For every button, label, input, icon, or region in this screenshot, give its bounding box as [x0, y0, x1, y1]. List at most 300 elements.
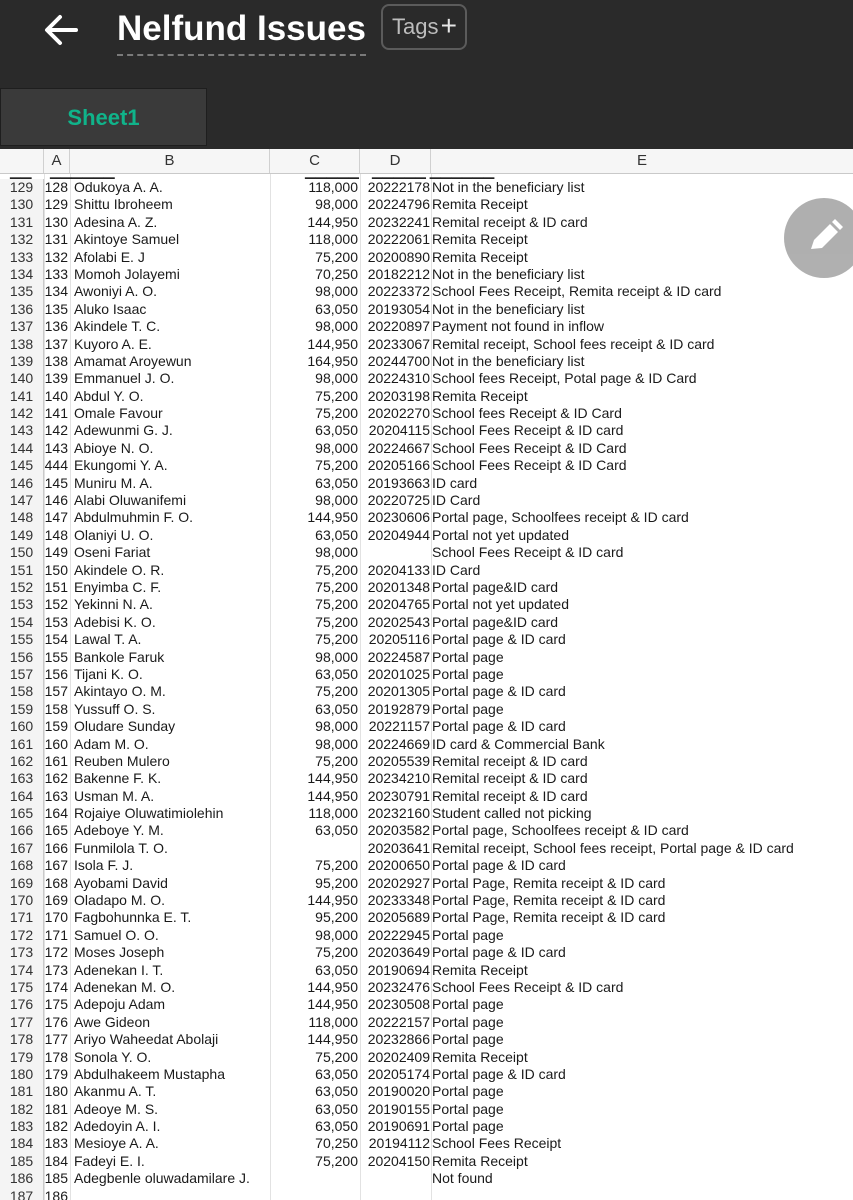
cell-a[interactable]: 161 [44, 752, 68, 769]
cell-e[interactable]: School fees Receipt & ID Card [432, 405, 622, 422]
table-row[interactable] [0, 805, 853, 822]
cell-e[interactable]: School Fees Receipt & ID card [432, 422, 624, 439]
cell-c[interactable]: 75,200 [315, 683, 358, 700]
cell-c[interactable]: 144,950 [307, 1031, 358, 1048]
cell-a[interactable]: 131 [44, 231, 68, 248]
cell-b[interactable]: Adeboye Y. M. [74, 822, 164, 839]
row-number[interactable]: 132 [0, 231, 44, 248]
cell-b[interactable]: Odukoya A. A. [74, 179, 163, 195]
cell-e[interactable]: Portal page & ID card [432, 1065, 566, 1082]
cell-c[interactable]: 98,000 [315, 544, 358, 561]
cell-d[interactable]: 20233067 [367, 335, 430, 352]
cell-d[interactable]: 20233348 [367, 892, 430, 909]
row-number[interactable]: 139 [0, 353, 44, 370]
cell-e[interactable]: School Fees Receipt & ID Card [432, 457, 627, 474]
cell-d[interactable]: 20205689 [367, 909, 430, 926]
cell-e[interactable]: Portal page, Schoolfees receipt & ID card [432, 509, 689, 526]
cell-b[interactable]: Adepoju Adam [74, 996, 166, 1013]
cell-c[interactable]: 98,000 [315, 735, 358, 752]
cell-a[interactable]: 170 [44, 909, 68, 926]
cell-d[interactable]: 20221157 [368, 718, 430, 735]
cell-d[interactable]: 20232160 [367, 805, 430, 822]
cell-a[interactable]: 174 [44, 978, 68, 995]
row-number[interactable]: 129 [0, 179, 44, 196]
cell-d[interactable]: 20201025 [367, 665, 430, 682]
cell-c[interactable]: 98,000 [315, 283, 358, 300]
cell-e[interactable]: Portal page [432, 665, 504, 682]
cell-c[interactable]: 98,000 [315, 648, 358, 665]
cell-c[interactable]: 98,000 [315, 370, 358, 387]
row-number[interactable]: 140 [0, 370, 44, 387]
cell-a[interactable]: 145 [44, 474, 68, 491]
row-number[interactable]: 144 [0, 440, 44, 457]
cell-e[interactable]: Remital receipt & ID card [432, 770, 588, 787]
cell-d[interactable]: 20200890 [367, 248, 430, 265]
cell-b[interactable]: Enyimba C. F. [74, 578, 162, 595]
cell-b[interactable]: Aluko Isaac [74, 300, 147, 317]
cell-e[interactable]: Not found [432, 1170, 493, 1187]
page-title[interactable]: Nelfund Issues [117, 8, 366, 56]
cell-a[interactable]: 147 [44, 509, 68, 526]
cell-d[interactable]: 20202927 [367, 874, 430, 891]
cell-b[interactable]: Olaniyi U. O. [74, 526, 154, 543]
cell-e[interactable]: School Fees Receipt [432, 1135, 562, 1152]
cell-d[interactable]: 20205166 [367, 457, 430, 474]
table-row[interactable] [0, 1188, 853, 1200]
row-number[interactable]: 150 [0, 544, 44, 561]
table-row[interactable] [0, 701, 853, 718]
row-number[interactable]: 174 [0, 962, 44, 979]
cell-c[interactable]: 63,050 [315, 1118, 358, 1135]
cell-c[interactable]: 164,950 [307, 352, 358, 369]
cell-c[interactable]: 144,950 [307, 509, 358, 526]
cell-a[interactable]: 171 [44, 926, 68, 943]
cell-b[interactable]: Oludare Sunday [74, 718, 176, 735]
cell-b[interactable]: Fadeyi E. I. [74, 1152, 145, 1169]
row-number[interactable]: 141 [0, 388, 44, 405]
cell-b[interactable]: Shittu Ibroheem [74, 196, 173, 213]
cell-c[interactable]: 144,950 [307, 335, 358, 352]
cell-c[interactable]: 75,200 [315, 248, 358, 265]
cell-c[interactable]: 75,200 [315, 457, 358, 474]
cell-e[interactable]: Student called not picking [432, 805, 592, 822]
row-number[interactable]: 167 [0, 840, 44, 857]
cell-b[interactable]: Kuyoro A. E. [74, 335, 152, 352]
table-row[interactable] [0, 666, 853, 683]
cell-e[interactable]: Remita Receipt [432, 961, 528, 978]
cell-e[interactable]: ID Card [432, 561, 481, 578]
table-row[interactable] [0, 370, 853, 387]
cell-e[interactable]: ID Card [432, 492, 481, 509]
table-row[interactable] [0, 1031, 853, 1048]
cell-b[interactable]: Oladapo M. O. [74, 892, 166, 909]
cell-e[interactable]: ID card [432, 474, 478, 491]
cell-d[interactable]: 20202543 [367, 613, 430, 630]
cell-a[interactable]: 132 [44, 248, 68, 265]
cell-a[interactable]: 186 [44, 1187, 68, 1200]
cell-a[interactable]: 140 [44, 387, 68, 404]
cell-e[interactable]: Portal not yet updated [432, 526, 569, 543]
cell-e[interactable]: Remita Receipt [432, 248, 528, 265]
cell-c[interactable]: 95,200 [315, 909, 358, 926]
cell-c[interactable]: 144,950 [307, 892, 358, 909]
cell-e[interactable]: Portal page [432, 996, 504, 1013]
cell-d[interactable]: 20232476 [367, 978, 430, 995]
cell-c[interactable]: 75,200 [315, 1152, 358, 1169]
cell-c[interactable]: 63,050 [315, 1065, 358, 1082]
cell-b[interactable]: Akanmu A. T. [74, 1083, 157, 1100]
table-row[interactable] [0, 527, 853, 544]
cell-b[interactable]: Akintoye Samuel [74, 231, 180, 248]
cell-e[interactable]: Portal page & ID card [432, 857, 566, 874]
cell-a[interactable]: 135 [44, 300, 68, 317]
cell-a[interactable]: 136 [44, 318, 68, 335]
cell-c[interactable]: 118,000 [308, 179, 358, 195]
cell-e[interactable]: Remital receipt & ID card [432, 213, 588, 230]
cell-e[interactable]: Remital receipt & ID card [432, 752, 588, 769]
cell-a[interactable]: 164 [44, 805, 68, 822]
cell-e[interactable]: Remita Receipt [432, 231, 528, 248]
cell-c[interactable]: 98,000 [315, 439, 358, 456]
cell-b[interactable]: Omale Favour [74, 405, 163, 422]
cell-e[interactable]: Portal page & ID card [432, 683, 566, 700]
cell-b[interactable]: Awoniyi A. O. [74, 283, 158, 300]
table-row[interactable] [0, 909, 853, 926]
cell-b[interactable]: Adegbenle oluwadamilare J. [74, 1170, 250, 1187]
cell-d[interactable]: 20230508 [367, 996, 430, 1013]
table-row[interactable] [0, 1153, 853, 1170]
cell-c[interactable]: 144,950 [307, 787, 358, 804]
cell-d[interactable]: 20190691 [367, 1118, 430, 1135]
cell-a[interactable]: 156 [44, 665, 68, 682]
cell-d[interactable]: 20234210 [367, 770, 430, 787]
table-row[interactable] [0, 509, 853, 526]
cell-c[interactable]: 63,050 [315, 665, 358, 682]
row-number[interactable]: 176 [0, 996, 44, 1013]
cell-a[interactable]: 163 [44, 787, 68, 804]
cell-d[interactable]: 20232241 [367, 213, 430, 230]
cell-e[interactable]: Portal Page, Remita receipt & ID card [432, 909, 666, 926]
cell-d[interactable]: 20193663 [367, 474, 430, 491]
cell-e[interactable]: Portal page&ID card [432, 578, 559, 595]
row-number[interactable]: 170 [0, 892, 44, 909]
cell-e[interactable]: Portal page&ID card [432, 613, 559, 630]
row-number[interactable]: 148 [0, 509, 44, 526]
cell-d[interactable]: 20194112 [368, 1135, 430, 1152]
cell-d[interactable]: 20224796 [367, 196, 430, 213]
cell-c[interactable]: 144,950 [307, 770, 358, 787]
table-row[interactable] [0, 649, 853, 666]
table-row[interactable] [0, 301, 853, 318]
cell-e[interactable]: Portal page [432, 648, 504, 665]
cell-a[interactable]: 444 [44, 457, 68, 474]
table-row[interactable] [0, 405, 853, 422]
cell-c[interactable]: 63,050 [315, 1083, 358, 1100]
cell-e[interactable]: Portal page [432, 926, 504, 943]
cell-a[interactable]: 154 [44, 631, 68, 648]
cell-b[interactable]: Adam M. O. [74, 735, 149, 752]
row-number[interactable]: 168 [0, 857, 44, 874]
cell-a[interactable]: 177 [44, 1031, 68, 1048]
cell-a[interactable]: 153 [44, 613, 68, 630]
cell-a[interactable]: 141 [44, 405, 68, 422]
cell-a[interactable]: 158 [44, 700, 68, 717]
cell-d[interactable]: 20204150 [367, 1152, 430, 1169]
row-number[interactable]: 137 [0, 318, 44, 335]
column-header-e[interactable]: E [636, 152, 647, 169]
cell-c[interactable]: 95,200 [315, 874, 358, 891]
table-row[interactable] [0, 631, 853, 648]
cell-c[interactable]: 75,200 [315, 857, 358, 874]
cell-e[interactable]: Portal page [432, 1118, 504, 1135]
row-number[interactable]: 175 [0, 979, 44, 996]
cell-e[interactable]: Payment not found in inflow [432, 318, 604, 335]
table-row[interactable] [0, 875, 853, 892]
column-header-b[interactable]: B [70, 149, 270, 173]
cell-d[interactable]: 20201305 [367, 683, 430, 700]
cell-b[interactable]: Isola F. J. [74, 857, 134, 874]
cell-a[interactable]: 134 [44, 283, 68, 300]
cell-c[interactable]: 63,050 [315, 422, 358, 439]
cell-c[interactable]: 63,050 [315, 961, 358, 978]
table-row[interactable] [0, 857, 853, 874]
cell-a[interactable]: 168 [44, 874, 68, 891]
cell-a[interactable]: 169 [44, 892, 68, 909]
cell-a[interactable]: 151 [44, 578, 68, 595]
cell-d[interactable]: 20204115 [368, 422, 430, 439]
cell-e[interactable]: School Fees Receipt & ID Card [432, 439, 627, 456]
row-number[interactable]: 145 [0, 457, 44, 474]
table-row[interactable] [0, 179, 853, 196]
cell-d[interactable]: 20204133 [367, 561, 430, 578]
cell-e[interactable]: Remita Receipt [432, 387, 528, 404]
cell-b[interactable]: Rojaiye Oluwatimiolehin [74, 805, 224, 822]
cell-c[interactable]: 75,200 [315, 1048, 358, 1065]
cell-e[interactable]: Not in the beneficiary list [432, 300, 585, 317]
cell-a[interactable]: 166 [44, 839, 68, 856]
cell-e[interactable]: Not in the beneficiary list [432, 179, 585, 195]
cell-c[interactable]: 118,000 [308, 805, 358, 822]
cell-b[interactable]: Alabi Oluwanifemi [74, 492, 187, 509]
cell-c[interactable]: 75,200 [315, 631, 358, 648]
cell-c[interactable]: 98,000 [315, 718, 358, 735]
cell-b[interactable]: Tijani K. O. [74, 665, 143, 682]
cell-d[interactable]: 20205539 [367, 752, 430, 769]
cell-b[interactable]: Bankole Faruk [74, 648, 165, 665]
cell-a[interactable]: 149 [44, 544, 68, 561]
cell-b[interactable]: Oseni Fariat [74, 544, 151, 561]
cell-c[interactable]: 144,950 [307, 213, 358, 230]
row-number[interactable]: 155 [0, 631, 44, 648]
row-number[interactable]: 151 [0, 562, 44, 579]
row-number[interactable]: 147 [0, 492, 44, 509]
row-number[interactable]: 158 [0, 683, 44, 700]
row-number[interactable]: 138 [0, 336, 44, 353]
table-row[interactable] [0, 614, 853, 631]
cell-e[interactable]: School Fees Receipt, Remita receipt & ID card [432, 283, 722, 300]
table-row[interactable] [0, 579, 853, 596]
cell-b[interactable]: Sonola Y. O. [74, 1048, 152, 1065]
cell-e[interactable]: School Fees Receipt & ID card [432, 544, 624, 561]
cell-b[interactable]: Fagbohunnka E. T. [74, 909, 192, 926]
cell-e[interactable]: Portal page & ID card [432, 718, 566, 735]
cell-c[interactable]: 75,200 [315, 613, 358, 630]
table-row[interactable] [0, 318, 853, 335]
cell-e[interactable]: Portal Page, Remita receipt & ID card [432, 874, 666, 891]
cell-b[interactable]: Bakenne F. K. [74, 770, 162, 787]
table-row[interactable] [0, 1066, 853, 1083]
cell-a[interactable]: 148 [44, 526, 68, 543]
cell-d[interactable]: 20190155 [367, 1100, 430, 1117]
cell-a[interactable]: 182 [44, 1118, 68, 1135]
cell-b[interactable]: Awe Gideon [74, 1013, 151, 1030]
cell-d[interactable]: 20190694 [367, 961, 430, 978]
cell-b[interactable]: Yussuff O. S. [74, 700, 156, 717]
row-number[interactable]: 130 [0, 196, 44, 213]
row-number[interactable]: 152 [0, 579, 44, 596]
row-number[interactable]: 169 [0, 875, 44, 892]
edit-fab[interactable] [784, 198, 853, 278]
column-header-a[interactable]: A [44, 149, 70, 173]
row-number[interactable]: 165 [0, 805, 44, 822]
cell-a[interactable]: 138 [44, 352, 68, 369]
cell-b[interactable]: Momoh Jolayemi [74, 265, 180, 282]
cell-e[interactable]: Remital receipt, School fees receipt, Portal page & ID card [432, 839, 794, 856]
cell-d[interactable]: 20203649 [367, 944, 430, 961]
table-row[interactable] [0, 266, 853, 283]
row-number[interactable]: 171 [0, 909, 44, 926]
table-row[interactable] [0, 1049, 853, 1066]
row-number[interactable]: 133 [0, 249, 44, 266]
row-number[interactable]: 143 [0, 422, 44, 439]
cell-d[interactable]: 20201348 [367, 578, 430, 595]
cell-b[interactable]: Adeoye M. S. [74, 1100, 159, 1117]
cell-a[interactable]: 185 [44, 1170, 68, 1187]
cell-a[interactable]: 175 [44, 996, 68, 1013]
cell-a[interactable]: 130 [44, 213, 68, 230]
cell-c[interactable]: 98,000 [315, 926, 358, 943]
cell-c[interactable]: 75,200 [315, 405, 358, 422]
cell-b[interactable]: Akindele O. R. [74, 561, 165, 578]
row-number[interactable]: 136 [0, 301, 44, 318]
table-row[interactable] [0, 962, 853, 979]
table-row[interactable] [0, 353, 853, 370]
table-row[interactable] [0, 1170, 853, 1187]
table-row[interactable] [0, 457, 853, 474]
cell-b[interactable]: Akintayo O. M. [74, 683, 166, 700]
cell-b[interactable]: Abioye N. O. [74, 439, 154, 456]
cell-d[interactable]: 20222945 [367, 926, 430, 943]
cell-e[interactable]: Not in the beneficiary list [432, 352, 585, 369]
cell-c[interactable]: 63,050 [315, 700, 358, 717]
table-row[interactable] [0, 196, 853, 213]
cell-b[interactable] [74, 1188, 269, 1200]
table-row[interactable] [0, 336, 853, 353]
row-number[interactable]: 186 [0, 1170, 44, 1187]
cell-a[interactable]: 142 [44, 422, 68, 439]
cell-d[interactable]: 20224667 [367, 439, 430, 456]
row-number[interactable]: 160 [0, 718, 44, 735]
cell-d[interactable]: 20200650 [367, 857, 430, 874]
cell-e[interactable]: Portal page [432, 1100, 504, 1117]
cell-d[interactable]: 20224310 [367, 370, 430, 387]
cell-d[interactable]: 20193054 [367, 300, 430, 317]
cell-a[interactable]: 146 [44, 492, 68, 509]
cell-e[interactable]: Portal not yet updated [432, 596, 569, 613]
row-number[interactable]: 161 [0, 736, 44, 753]
cell-c[interactable]: 98,000 [315, 492, 358, 509]
row-number[interactable]: 154 [0, 614, 44, 631]
cell-b[interactable]: Adewunmi G. J. [74, 422, 173, 439]
row-number[interactable]: 173 [0, 944, 44, 961]
table-row[interactable] [0, 770, 853, 787]
cell-e[interactable]: Portal page [432, 1031, 504, 1048]
cell-e[interactable]: School fees Receipt, Potal page & ID Card [432, 370, 697, 387]
row-number[interactable]: 179 [0, 1049, 44, 1066]
cell-d[interactable]: 20224669 [367, 735, 430, 752]
cell-c[interactable]: 75,200 [315, 944, 358, 961]
table-row[interactable] [0, 892, 853, 909]
cell-e[interactable]: Portal page [432, 700, 504, 717]
cell-a[interactable]: 180 [44, 1083, 68, 1100]
cell-b[interactable]: Moses Joseph [74, 944, 165, 961]
table-row[interactable] [0, 544, 853, 561]
tab-sheet1[interactable]: Sheet1 [0, 88, 207, 146]
table-row[interactable] [0, 1083, 853, 1100]
table-row[interactable] [0, 822, 853, 839]
table-row[interactable] [0, 1014, 853, 1031]
cell-e[interactable]: Remita Receipt [432, 1048, 528, 1065]
table-row[interactable] [0, 422, 853, 439]
cell-b[interactable]: Muniru M. A. [74, 474, 153, 491]
cell-c[interactable]: 75,200 [315, 578, 358, 595]
cell-d[interactable]: 20205174 [367, 1065, 430, 1082]
table-row[interactable] [0, 753, 853, 770]
row-number[interactable]: 184 [0, 1135, 44, 1152]
table-row[interactable] [0, 1118, 853, 1135]
table-row[interactable] [0, 944, 853, 961]
row-number[interactable]: 135 [0, 283, 44, 300]
table-row[interactable] [0, 927, 853, 944]
cell-c[interactable]: 98,000 [315, 196, 358, 213]
table-row[interactable] [0, 840, 853, 857]
cell-a[interactable]: 133 [44, 265, 68, 282]
cell-e[interactable]: Portal page & ID card [432, 944, 566, 961]
cell-a[interactable]: 173 [44, 961, 68, 978]
corner-cell[interactable] [0, 149, 44, 173]
row-number[interactable]: 157 [0, 666, 44, 683]
cell-a[interactable]: 157 [44, 683, 68, 700]
cell-a[interactable]: 178 [44, 1048, 68, 1065]
row-number[interactable]: 134 [0, 266, 44, 283]
table-row[interactable] [0, 475, 853, 492]
cell-e[interactable]: Portal page [432, 1013, 504, 1030]
cell-e[interactable]: Remital receipt & ID card [432, 787, 588, 804]
cell-c[interactable]: 70,250 [315, 265, 358, 282]
cell-b[interactable]: Adesina A. Z. [74, 213, 158, 230]
cell-c[interactable]: 98,000 [315, 318, 358, 335]
cell-c[interactable]: 63,050 [315, 822, 358, 839]
spreadsheet-grid[interactable] [0, 149, 853, 1200]
cell-c[interactable]: 75,200 [315, 561, 358, 578]
cell-d[interactable]: 20230791 [367, 787, 430, 804]
table-row[interactable] [0, 249, 853, 266]
row-number[interactable]: 164 [0, 788, 44, 805]
cell-b[interactable]: Adenekan M. O. [74, 978, 176, 995]
table-row[interactable] [0, 996, 853, 1013]
cell-d[interactable]: 20205116 [368, 631, 430, 648]
row-number[interactable]: 162 [0, 753, 44, 770]
